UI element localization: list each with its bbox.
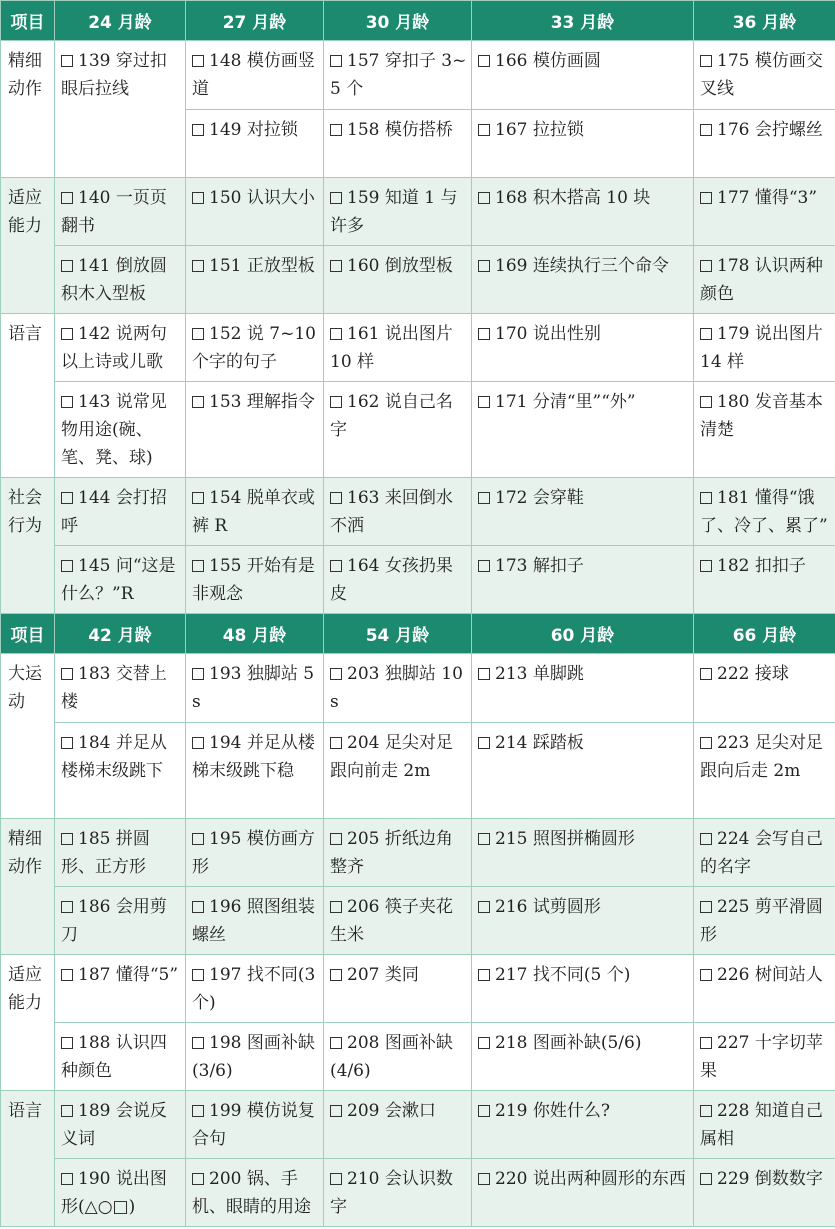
milestone-cell: [694, 887, 835, 955]
milestone-label: 200 锅、手机、眼睛的用途: [192, 1169, 311, 1217]
milestone-cell: [324, 110, 472, 178]
milestone-label: 214 踩踏板: [495, 733, 584, 753]
category-cell: 大运动: [1, 654, 55, 819]
milestone-label: 177 懂得“3”: [717, 188, 818, 208]
milestone-label: 213 单脚跳: [495, 664, 584, 684]
checkbox[interactable]: [192, 260, 204, 272]
header-age: 60 月龄: [472, 614, 694, 654]
milestone-label: 209 会漱口: [347, 1101, 436, 1121]
milestone-cell: [472, 478, 694, 546]
milestone-label: 182 扣扣子: [717, 556, 806, 576]
item-row: [1, 819, 835, 887]
milestone-cell: [55, 178, 186, 246]
checkbox[interactable]: [192, 492, 204, 504]
milestone-label: 210 会认识数字: [330, 1169, 453, 1217]
milestone-label: 180 发音基本清楚: [700, 392, 823, 440]
milestone-label: 168 积木搭高 10 块: [495, 188, 651, 208]
milestone-cell: [324, 1159, 472, 1227]
checkbox[interactable]: [61, 737, 73, 749]
checkbox[interactable]: [330, 124, 342, 136]
item-row: [1, 314, 835, 382]
milestone-label: 160 倒放型板: [347, 256, 453, 276]
milestone-cell: [694, 546, 835, 614]
milestone-cell: [186, 887, 324, 955]
milestone-label: 196 照图组装螺丝: [192, 897, 315, 945]
milestone-cell: [324, 819, 472, 887]
checkbox[interactable]: [700, 260, 712, 272]
header-age: 30 月龄: [324, 1, 472, 41]
milestone-cell: [472, 887, 694, 955]
milestone-cell: [186, 1023, 324, 1091]
milestone-cell: [324, 478, 472, 546]
checkbox[interactable]: [330, 492, 342, 504]
milestone-cell: [694, 178, 835, 246]
checkbox[interactable]: [192, 1105, 204, 1117]
milestone-cell: [694, 110, 835, 178]
milestone-cell: [694, 314, 835, 382]
milestone-cell: [55, 41, 186, 178]
milestone-label: 217 找不同(5 个): [495, 965, 631, 985]
milestone-cell: [694, 382, 835, 478]
checkbox[interactable]: [478, 396, 490, 408]
milestone-label: 158 模仿搭桥: [347, 120, 453, 140]
checkbox[interactable]: [330, 833, 342, 845]
milestone-cell: [694, 1023, 835, 1091]
checkbox[interactable]: [478, 492, 490, 504]
checkbox[interactable]: [61, 901, 73, 913]
milestone-label: 157 穿扣子 3~5 个: [330, 51, 467, 99]
checkbox[interactable]: [700, 1037, 712, 1049]
checkbox[interactable]: [330, 737, 342, 749]
checkbox[interactable]: [61, 260, 73, 272]
milestone-cell: [55, 478, 186, 546]
checkbox[interactable]: [330, 396, 342, 408]
checkbox[interactable]: [700, 192, 712, 204]
milestone-label: 207 类同: [347, 965, 419, 985]
milestone-label: 185 拼圆形、正方形: [61, 829, 150, 877]
milestone-cell: [55, 546, 186, 614]
checkbox[interactable]: [700, 55, 712, 67]
milestone-label: 151 正放型板: [209, 256, 315, 276]
checkbox[interactable]: [700, 124, 712, 136]
checkbox[interactable]: [61, 1037, 73, 1049]
milestone-label: 148 模仿画竖道: [192, 51, 315, 99]
checkbox[interactable]: [478, 1105, 490, 1117]
checkbox[interactable]: [478, 192, 490, 204]
milestone-label: 149 对拉锁: [209, 120, 298, 140]
milestone-cell: [186, 955, 324, 1023]
milestone-label: 208 图画补缺(4/6): [330, 1033, 453, 1081]
milestone-label: 143 说常见物用途(碗、笔、凳、球): [61, 392, 167, 468]
checkbox[interactable]: [192, 1037, 204, 1049]
header-category: 项目: [1, 1, 55, 41]
milestone-cell: [55, 1159, 186, 1227]
milestone-label: 190 说出图形(△○□): [61, 1169, 167, 1217]
milestone-label: 220 说出两种圆形的东西: [495, 1169, 686, 1189]
checkbox[interactable]: [478, 328, 490, 340]
checkbox[interactable]: [192, 901, 204, 913]
milestone-label: 186 会用剪刀: [61, 897, 167, 945]
milestone-cell: [472, 955, 694, 1023]
checkbox[interactable]: [330, 1037, 342, 1049]
milestone-cell: [324, 546, 472, 614]
milestone-cell: [694, 478, 835, 546]
milestone-label: 223 足尖对足跟向后走 2m: [700, 733, 823, 781]
milestone-label: 187 懂得“5”: [78, 965, 179, 985]
checkbox[interactable]: [61, 328, 73, 340]
checkbox[interactable]: [700, 969, 712, 981]
milestone-label: 183 交替上楼: [61, 664, 167, 712]
milestone-label: 225 剪平滑圆形: [700, 897, 823, 945]
milestone-cell: [324, 887, 472, 955]
milestone-cell: [694, 654, 835, 723]
checkbox[interactable]: [61, 192, 73, 204]
checkbox[interactable]: [192, 1173, 204, 1185]
checkbox[interactable]: [330, 260, 342, 272]
header-age: 54 月龄: [324, 614, 472, 654]
checkbox[interactable]: [478, 560, 490, 572]
milestone-label: 215 照图拼椭圆形: [495, 829, 635, 849]
milestone-cell: [694, 246, 835, 314]
milestone-label: 142 说两句以上诗或儿歌: [61, 324, 167, 372]
milestone-label: 166 模仿画圆: [495, 51, 601, 71]
milestone-label: 204 足尖对足跟向前走 2m: [330, 733, 453, 781]
milestone-label: 227 十字切苹果: [700, 1033, 823, 1081]
milestone-label: 140 一页页翻书: [61, 188, 167, 236]
milestone-cell: [324, 1091, 472, 1159]
item-row: [1, 1159, 835, 1227]
milestone-label: 141 倒放圆积木入型板: [61, 256, 167, 304]
milestone-cell: [55, 382, 186, 478]
checkbox[interactable]: [61, 969, 73, 981]
item-row: [1, 1091, 835, 1159]
milestone-cell: [186, 382, 324, 478]
item-row: [1, 955, 835, 1023]
milestone-cell: [186, 110, 324, 178]
milestone-cell: [324, 955, 472, 1023]
milestone-label: 184 并足从楼梯末级跳下: [61, 733, 167, 781]
milestone-cell: [472, 314, 694, 382]
checkbox[interactable]: [478, 833, 490, 845]
milestone-label: 164 女孩扔果皮: [330, 556, 453, 604]
header-category: 项目: [1, 614, 55, 654]
item-row: [1, 382, 835, 478]
milestone-cell: [324, 654, 472, 723]
checkbox[interactable]: [192, 396, 204, 408]
checkbox[interactable]: [700, 901, 712, 913]
milestone-label: 216 试剪圆形: [495, 897, 601, 917]
milestone-label: 152 说 7~10 个字的句子: [192, 324, 316, 372]
item-row: [1, 1023, 835, 1091]
milestone-cell: [472, 41, 694, 110]
header-age: 48 月龄: [186, 614, 324, 654]
item-row: [1, 723, 835, 819]
milestone-cell: [324, 1023, 472, 1091]
milestone-label: 167 拉拉锁: [495, 120, 584, 140]
checkbox[interactable]: [330, 969, 342, 981]
milestone-label: 171 分清“里”“外”: [495, 392, 636, 412]
milestone-cell: [324, 314, 472, 382]
milestone-cell: [186, 314, 324, 382]
milestone-label: 188 认识四种颜色: [61, 1033, 167, 1081]
checkbox[interactable]: [192, 124, 204, 136]
checkbox[interactable]: [192, 833, 204, 845]
milestone-label: 193 独脚站 5s: [192, 664, 315, 712]
milestone-label: 162 说自己名字: [330, 392, 453, 440]
milestone-label: 163 来回倒水不洒: [330, 488, 453, 536]
milestone-label: 195 模仿画方形: [192, 829, 315, 877]
checkbox[interactable]: [700, 560, 712, 572]
checkbox[interactable]: [478, 668, 490, 680]
milestone-cell: [186, 654, 324, 723]
milestone-cell: [694, 723, 835, 819]
milestone-cell: [186, 546, 324, 614]
milestone-cell: [186, 41, 324, 110]
milestone-label: 155 开始有是非观念: [192, 556, 315, 604]
milestone-label: 205 折纸边角整齐: [330, 829, 453, 877]
item-row: [1, 478, 835, 546]
checkbox[interactable]: [61, 668, 73, 680]
milestone-label: 189 会说反义词: [61, 1101, 167, 1149]
header-row: [1, 614, 835, 654]
milestone-cell: [472, 1159, 694, 1227]
checkbox[interactable]: [192, 737, 204, 749]
checkbox[interactable]: [61, 1173, 73, 1185]
milestone-cell: [324, 723, 472, 819]
category-cell: 精细动作: [1, 41, 55, 178]
milestone-cell: [186, 723, 324, 819]
item-row: [1, 887, 835, 955]
checkbox[interactable]: [61, 492, 73, 504]
checkbox[interactable]: [478, 55, 490, 67]
checkbox[interactable]: [192, 55, 204, 67]
checkbox[interactable]: [330, 1173, 342, 1185]
checkbox[interactable]: [700, 328, 712, 340]
milestone-cell: [324, 41, 472, 110]
checkbox[interactable]: [330, 901, 342, 913]
checkbox[interactable]: [478, 124, 490, 136]
milestone-cell: [55, 654, 186, 723]
milestone-label: 179 说出图片 14 样: [700, 324, 823, 372]
milestone-cell: [186, 1091, 324, 1159]
checkbox[interactable]: [192, 668, 204, 680]
milestone-cell: [472, 819, 694, 887]
milestone-cell: [472, 1023, 694, 1091]
milestone-cell: [55, 246, 186, 314]
checkbox[interactable]: [478, 260, 490, 272]
milestone-label: 206 筷子夹花生米: [330, 897, 453, 945]
milestone-cell: [55, 723, 186, 819]
milestone-label: 226 树间站人: [717, 965, 823, 985]
category-cell: 语言: [1, 1091, 55, 1227]
milestone-cell: [472, 723, 694, 819]
milestone-cell: [472, 178, 694, 246]
milestone-label: 169 连续执行三个命令: [495, 256, 669, 276]
milestone-label: 175 模仿画交叉线: [700, 51, 823, 99]
milestone-label: 197 找不同(3 个): [192, 965, 316, 1013]
milestone-cell: [472, 246, 694, 314]
checkbox[interactable]: [61, 560, 73, 572]
milestone-label: 144 会打招呼: [61, 488, 167, 536]
milestone-cell: [472, 654, 694, 723]
header-row: [1, 1, 835, 41]
item-row: [1, 178, 835, 246]
category-cell: 适应能力: [1, 955, 55, 1091]
checkbox[interactable]: [478, 969, 490, 981]
checkbox[interactable]: [700, 1173, 712, 1185]
category-cell: 社会行为: [1, 478, 55, 614]
header-age: 66 月龄: [694, 614, 835, 654]
milestone-cell: [472, 110, 694, 178]
category-cell: 精细动作: [1, 819, 55, 955]
category-cell: 适应能力: [1, 178, 55, 314]
milestone-cell: [694, 819, 835, 887]
item-row: [1, 546, 835, 614]
checkbox[interactable]: [61, 396, 73, 408]
checkbox[interactable]: [478, 1037, 490, 1049]
checkbox[interactable]: [700, 1105, 712, 1117]
checkbox[interactable]: [700, 668, 712, 680]
milestone-cell: [186, 1159, 324, 1227]
milestone-cell: [55, 1091, 186, 1159]
milestone-cell: [472, 382, 694, 478]
item-row: [1, 41, 835, 110]
item-row: [1, 246, 835, 314]
header-age: 33 月龄: [472, 1, 694, 41]
milestone-cell: [694, 41, 835, 110]
checkbox[interactable]: [330, 192, 342, 204]
milestone-cell: [186, 819, 324, 887]
milestone-label: 194 并足从楼梯末级跳下稳: [192, 733, 315, 781]
checkbox[interactable]: [192, 560, 204, 572]
checkbox[interactable]: [478, 901, 490, 913]
checkbox[interactable]: [61, 833, 73, 845]
milestone-label: 161 说出图片 10 样: [330, 324, 453, 372]
checkbox[interactable]: [61, 55, 73, 67]
checkbox[interactable]: [330, 328, 342, 340]
checkbox[interactable]: [478, 737, 490, 749]
checkbox[interactable]: [330, 668, 342, 680]
milestone-label: 170 说出性别: [495, 324, 601, 344]
header-age: 42 月龄: [55, 614, 186, 654]
milestone-label: 222 接球: [717, 664, 789, 684]
milestone-label: 181 懂得“饿了、冷了、累了”: [700, 488, 828, 536]
milestone-label: 218 图画补缺(5/6): [495, 1033, 642, 1053]
milestone-cell: [472, 1091, 694, 1159]
milestone-label: 224 会写自己的名字: [700, 829, 823, 877]
item-row: [1, 654, 835, 723]
milestone-label: 176 会拧螺丝: [717, 120, 823, 140]
milestone-cell: [55, 955, 186, 1023]
milestone-label: 203 独脚站 10s: [330, 664, 463, 712]
milestone-cell: [694, 955, 835, 1023]
checkbox[interactable]: [700, 833, 712, 845]
header-age: 36 月龄: [694, 1, 835, 41]
milestone-cell: [694, 1159, 835, 1227]
checkbox[interactable]: [700, 492, 712, 504]
checkbox[interactable]: [61, 1105, 73, 1117]
checkbox[interactable]: [192, 328, 204, 340]
checkbox[interactable]: [330, 1105, 342, 1117]
checkbox[interactable]: [700, 737, 712, 749]
milestone-label: 173 解扣子: [495, 556, 584, 576]
milestone-label: 150 认识大小: [209, 188, 315, 208]
milestone-cell: [186, 478, 324, 546]
header-age: 27 月龄: [186, 1, 324, 41]
milestone-label: 198 图画补缺(3/6): [192, 1033, 315, 1081]
milestone-cell: [324, 382, 472, 478]
milestone-cell: [55, 819, 186, 887]
milestone-label: 139 穿过扣眼后拉线: [61, 51, 167, 99]
checkbox[interactable]: [478, 1173, 490, 1185]
milestone-cell: [55, 887, 186, 955]
checkbox[interactable]: [192, 192, 204, 204]
milestone-label: 229 倒数数字: [717, 1169, 823, 1189]
category-cell: 语言: [1, 314, 55, 478]
checkbox[interactable]: [192, 969, 204, 981]
milestone-label: 172 会穿鞋: [495, 488, 584, 508]
milestone-cell: [186, 246, 324, 314]
milestone-cell: [694, 1091, 835, 1159]
milestone-label: 219 你姓什么?: [495, 1101, 610, 1121]
milestone-cell: [55, 314, 186, 382]
checkbox[interactable]: [330, 55, 342, 67]
milestone-label: 228 知道自己属相: [700, 1101, 823, 1149]
milestone-label: 178 认识两种颜色: [700, 256, 823, 304]
checkbox[interactable]: [700, 396, 712, 408]
milestone-cell: [186, 178, 324, 246]
header-age: 24 月龄: [55, 1, 186, 41]
milestone-cell: [55, 1023, 186, 1091]
milestone-cell: [324, 246, 472, 314]
milestone-cell: [324, 178, 472, 246]
milestone-label: 199 模仿说复合句: [192, 1101, 315, 1149]
milestone-label: 153 理解指令: [209, 392, 315, 412]
milestone-cell: [472, 546, 694, 614]
milestone-label: 145 问“这是什么？”R: [61, 556, 176, 604]
milestone-label: 154 脱单衣或裤 R: [192, 488, 315, 536]
checkbox[interactable]: [330, 560, 342, 572]
milestone-label: 159 知道 1 与许多: [330, 188, 458, 236]
